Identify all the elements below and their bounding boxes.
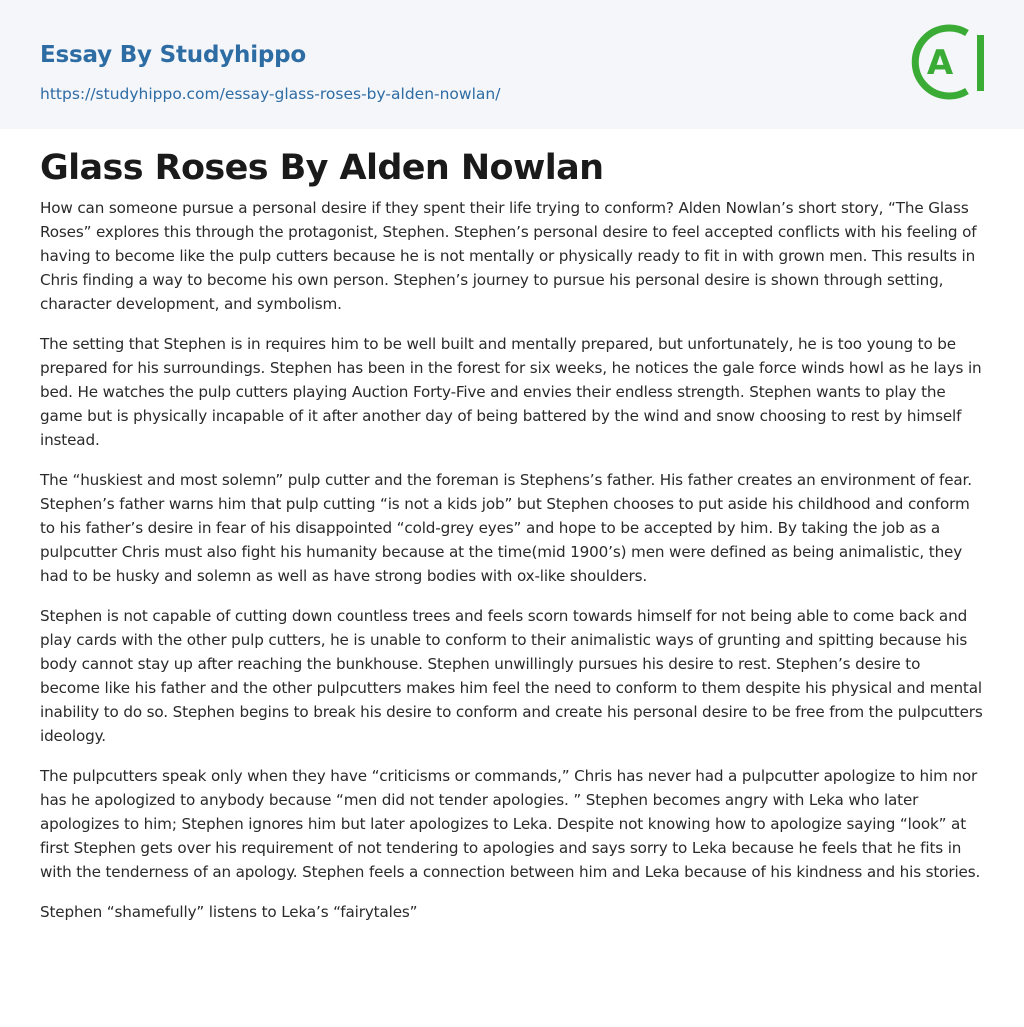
paragraph: The setting that Stephen is in requires him to be well built and mentally prepared, but unfortunately, he is too young to be prepared for his surroundings. Stephen has been in the forest for six weeks, he notices the gale force winds howl as he lays in bed. He watches the pulp cutters playing Auction Forty-Five and envies their endless strength. Stephen wants to play the game but is physically incapable of it after another day of being battered by the wind and snow choosing to rest by himself instead. <box>40 335 982 449</box>
article-body <box>40 196 984 924</box>
paragraph: The pulpcutters speak only when they have “criticisms or commands,” Chris has never had a pulpcutter apologize to him nor has he apologized to anybody because “men did not tender apologies. ” Stephen becomes angry with Leka who later apologizes to him; Stephen ignores him but later apologizes to Leka. Despite not knowing how to apologize saying “look” at first Stephen gets over his requirement of not tendering to apologies and says sorry to Leka because he feels that he fits in with the tenderness of an apology. Stephen feels a connection between him and Leka because of his kindness and his stories. <box>40 767 981 881</box>
paragraph: Stephen “shamefully” listens to Leka’s “fairytales” <box>40 903 418 921</box>
paragraph: Stephen is not capable of cutting down countless trees and feels scorn towards himself for not being able to come back and play cards with the other pulp cutters, he is unable to conform to their animalistic ways of grunting and spitting because his body cannot stay up after reaching the bunkhouse. Stephen unwillingly pursues his desire to rest. Stephen’s desire to become like his father and the other pulpcutters makes him feel the need to conform to them despite his physical and mental inability to do so. Stephen begins to break his desire to conform and create his personal desire to be free from the pulpcutters ideology. <box>40 607 983 745</box>
paragraph: The “huskiest and most solemn” pulp cutter and the foreman is Stephens’s father. His father creates an environment of fear. Stephen’s father warns him that pulp cutting “is not a kids job” but Stephen chooses to put aside his childhood and conform to his father’s desire in fear of his disappointed “cold-grey eyes” and hope to be accepted by him. By taking the job as a pulpcutter Chris must also fight his humanity because at the time(mid 1900’s) men were defined as being animalistic, they had to be husky and solemn as well as have strong bodies with ox-like shoulders. <box>40 471 972 585</box>
site-title[interactable]: Essay By Studyhippo <box>40 42 307 68</box>
logo-letter: A <box>926 43 954 83</box>
page-title: Glass Roses By Alden Nowlan <box>40 148 604 188</box>
paragraph: How can someone pursue a personal desire if they spent their life trying to conform? Alden Nowlan’s short story, “The Glass Roses” explores this through the protagonist, Stephen. Stephen’s personal desire to feel accepted conflicts with his feeling of having to become like the pulp cutters because he is not mentally or physically ready to fit in with grown men. This results in Chris finding a way to become his own person. Stephen’s journey to pursue his personal desire is shown through setting, character development, and symbolism. <box>40 199 977 313</box>
essay-url-link[interactable]: https://studyhippo.com/essay-glass-roses-by-alden-nowlan/ <box>40 85 501 103</box>
